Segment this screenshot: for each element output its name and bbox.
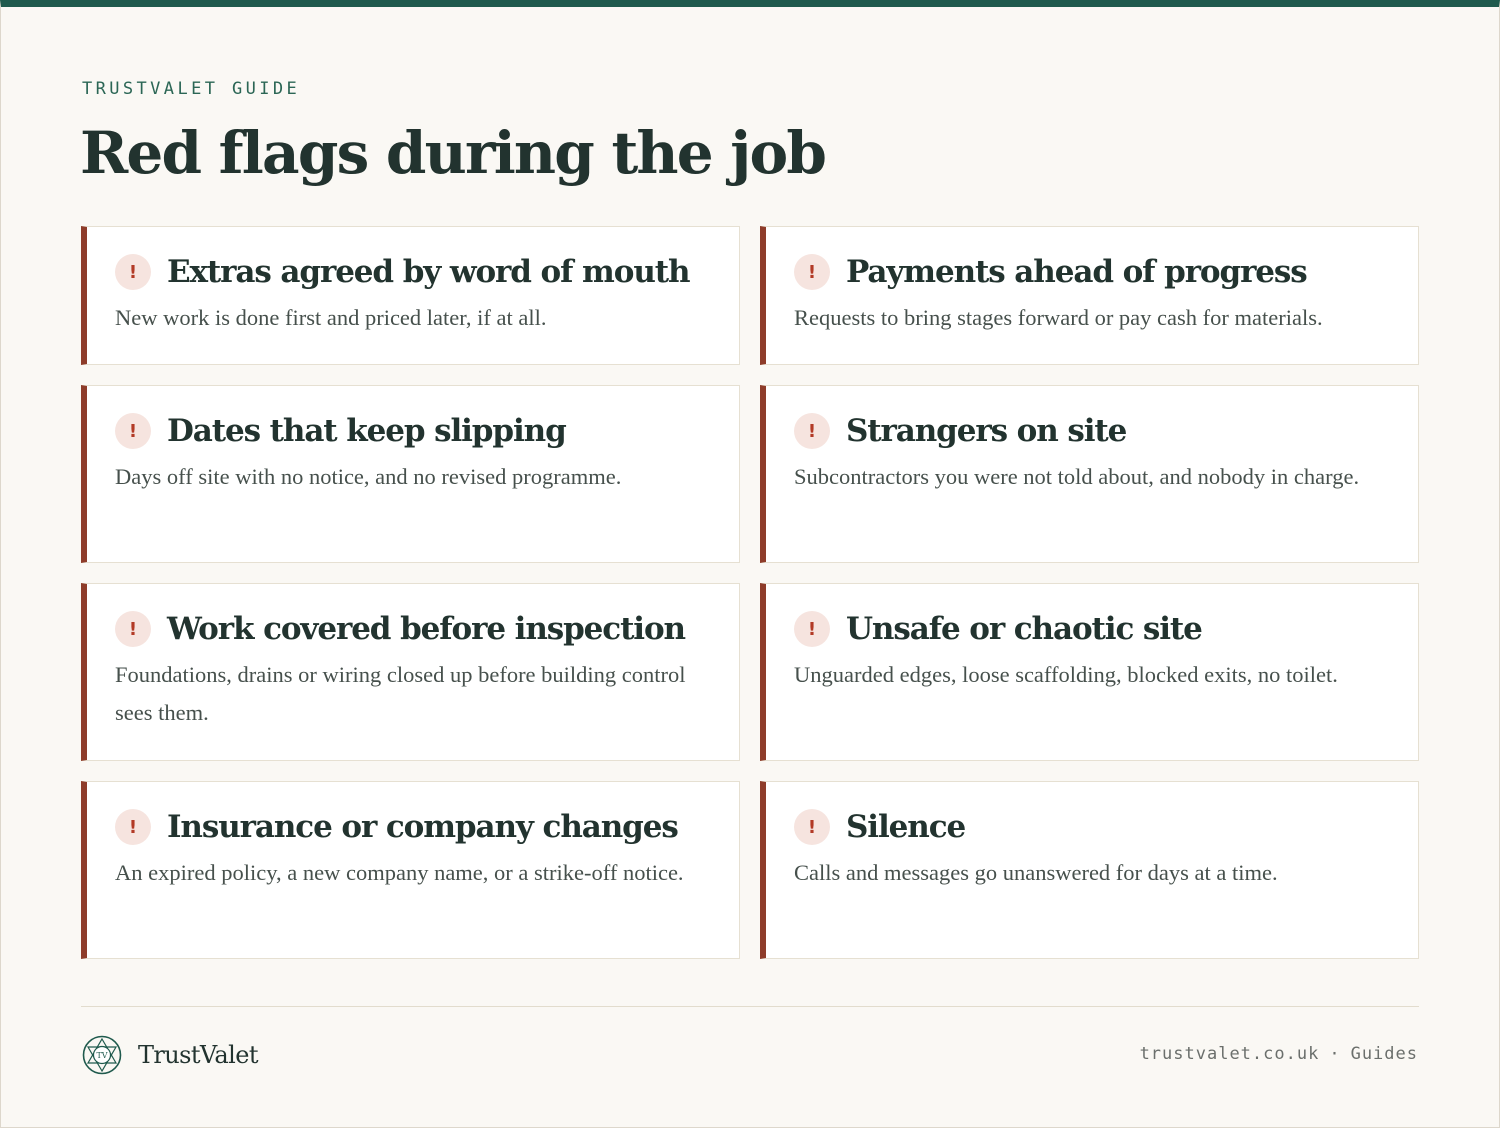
card-title: Work covered before inspection	[167, 611, 685, 647]
trustvalet-logo-icon	[82, 1035, 122, 1075]
exclamation-icon: !	[115, 413, 151, 449]
brand-logo[interactable]	[82, 1035, 258, 1075]
page-title: Red flags during the job	[80, 119, 826, 187]
brand-name: TrustValet	[138, 1041, 258, 1069]
exclamation-icon: !	[115, 611, 151, 647]
exclamation-icon: !	[115, 809, 151, 845]
card-description: Requests to bring stages forward or pay cash for materials.	[794, 305, 1323, 330]
exclamation-icon: !	[115, 254, 151, 290]
card-title: Dates that keep slipping	[167, 413, 566, 449]
card-description: New work is done first and priced later, if at all.	[115, 305, 547, 330]
guide-eyebrow: TRUSTVALET GUIDE	[82, 79, 301, 99]
card-description: An expired policy, a new company name, or a strike-off notice.	[115, 860, 684, 885]
red-flag-card	[760, 781, 1419, 959]
red-flags-grid	[81, 226, 1419, 959]
card-description: Foundations, drains or wiring closed up before building control sees them.	[115, 662, 686, 725]
red-flag-card	[760, 583, 1419, 761]
red-flag-card	[81, 781, 740, 959]
red-flag-card	[81, 226, 740, 365]
card-title: Unsafe or chaotic site	[846, 611, 1202, 647]
card-description: Subcontractors you were not told about, and nobody in charge.	[794, 464, 1360, 489]
card-title: Silence	[846, 809, 966, 845]
svg-text:TV: TV	[96, 1051, 108, 1061]
exclamation-icon: !	[794, 809, 830, 845]
red-flag-card	[760, 226, 1419, 365]
guides-link[interactable]: Guides	[1350, 1044, 1418, 1064]
site-link[interactable]: trustvalet.co.uk	[1139, 1044, 1320, 1064]
footer-links	[1140, 1044, 1418, 1064]
red-flag-card	[81, 385, 740, 563]
red-flag-card	[760, 385, 1419, 563]
card-title: Strangers on site	[846, 413, 1127, 449]
footer-separator: ·	[1329, 1044, 1341, 1064]
card-description: Unguarded edges, loose scaffolding, blocked exits, no toilet.	[794, 662, 1338, 687]
card-title: Payments ahead of progress	[846, 254, 1307, 290]
card-title: Insurance or company changes	[167, 809, 678, 845]
footer-divider	[81, 1006, 1419, 1007]
exclamation-icon: !	[794, 413, 830, 449]
exclamation-icon: !	[794, 254, 830, 290]
exclamation-icon: !	[794, 611, 830, 647]
card-description: Calls and messages go unanswered for days at a time.	[794, 860, 1278, 885]
card-title: Extras agreed by word of mouth	[167, 254, 690, 290]
red-flag-card	[81, 583, 740, 761]
card-description: Days off site with no notice, and no revised programme.	[115, 464, 622, 489]
